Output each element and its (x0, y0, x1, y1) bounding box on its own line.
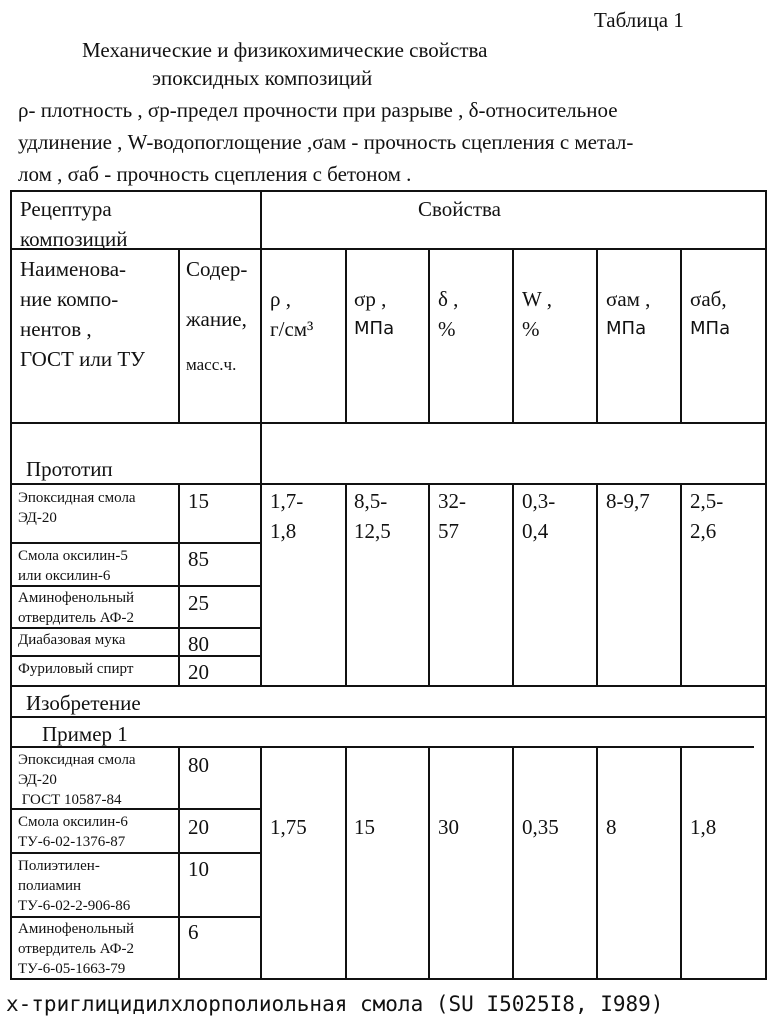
example-amount: 10 (188, 857, 209, 881)
grid-line (10, 852, 260, 854)
prop-symbol: σр , (354, 287, 387, 311)
prop-unit: % (522, 317, 540, 341)
header-content-line: Содер- (186, 257, 248, 281)
name-line: ЭД-20 (18, 510, 57, 526)
value-line: 2,6 (690, 519, 717, 543)
prototype-component-name (18, 546, 128, 586)
grid-line (512, 248, 514, 422)
example-elongation-value: 30 (438, 815, 459, 839)
legend-line-2: удлинение , W-водопоглощение ,σам - прочность сцепления с метал- (18, 130, 634, 154)
prop-unit: МПа (606, 318, 647, 339)
grid-line (260, 190, 262, 685)
prototype-amount: 80 (188, 632, 209, 656)
header-content-line: масс.ч. (186, 355, 237, 374)
prop-unit: % (438, 317, 456, 341)
value-line: 0,4 (522, 519, 549, 543)
value-line: 8-9,7 (606, 489, 650, 513)
grid-line (596, 483, 598, 685)
grid-line (10, 422, 766, 424)
name-line: отвердитель АФ-2 (18, 610, 134, 626)
grid-line (428, 483, 430, 685)
value-line: 12,5 (354, 519, 391, 543)
prop-unit: МПа (354, 318, 395, 339)
prototype-tensile-value (354, 486, 391, 546)
grid-line (345, 746, 347, 980)
grid-line (428, 746, 430, 980)
grid-line (512, 746, 514, 980)
prototype-water-value (522, 486, 555, 546)
prop-symbol: σам , (606, 287, 651, 311)
value-line: 1,8 (270, 519, 297, 543)
header-concrete-adhesion (690, 284, 730, 344)
value-line: 57 (438, 519, 459, 543)
example-tensile-value: 15 (354, 815, 375, 839)
name-line: ТУ-6-05-1663-79 (18, 961, 126, 977)
name-line: ТУ-6-02-1376-87 (18, 834, 126, 850)
grid-line (596, 746, 598, 980)
legend-line-3: лом , σаб - прочность сцепления с бетоном . (18, 162, 412, 186)
grid-line (10, 483, 766, 485)
header-recipe-line: композиций (20, 227, 128, 251)
grid-line (428, 248, 430, 422)
grid-line (765, 190, 767, 980)
grid-line (10, 685, 766, 687)
example-metal-adhesion-value: 8 (606, 815, 617, 839)
name-line: Эпоксидная смола (18, 490, 136, 506)
header-name-line: ние компо- (20, 287, 119, 311)
section-example: Пример 1 (42, 722, 128, 746)
grid-line (10, 542, 260, 544)
table-title-line-1: Механические и физикохимические свойства (82, 38, 488, 62)
grid-line (10, 655, 260, 657)
grid-line (680, 248, 682, 422)
name-line: Аминофенольный (18, 921, 135, 937)
table-caption: Таблица 1 (594, 8, 684, 32)
prototype-density-value (270, 486, 303, 546)
prototype-component-name (18, 488, 136, 528)
header-elongation (438, 284, 458, 344)
header-metal-adhesion (606, 284, 650, 344)
header-recipe (20, 194, 128, 254)
header-component-name (20, 254, 145, 374)
header-name-line: нентов , (20, 317, 92, 341)
name-line: ЭД-20 (18, 772, 57, 788)
prototype-concrete-adhesion-value (690, 486, 723, 546)
example-amount: 20 (188, 815, 209, 839)
prop-symbol: δ , (438, 287, 459, 311)
prototype-elongation-value (438, 486, 466, 546)
grid-line (10, 916, 260, 918)
grid-line (178, 746, 180, 980)
prototype-amount: 20 (188, 660, 209, 684)
name-line: полиамин (18, 878, 82, 894)
name-line: отвердитель АФ-2 (18, 941, 134, 957)
header-content (186, 254, 247, 380)
grid-line (680, 746, 682, 980)
prop-unit: МПа (690, 318, 731, 339)
prototype-amount: 25 (188, 591, 209, 615)
name-line: Смола оксилин-6 (18, 814, 128, 830)
name-line: Аминофенольный (18, 590, 135, 606)
name-line: или оксилин-6 (18, 568, 111, 584)
name-line: ГОСТ 10587-84 (18, 792, 122, 808)
value-line: 0,3- (522, 489, 556, 513)
section-prototype: Прототип (26, 457, 113, 481)
grid-line (345, 248, 347, 422)
grid-line (178, 483, 180, 685)
example-component-name (18, 812, 128, 852)
name-line: Эпоксидная смола (18, 752, 136, 768)
prototype-component-name (18, 659, 133, 679)
example-density-value: 1,75 (270, 815, 307, 839)
header-name-line: Наименова- (20, 257, 127, 281)
header-water-absorption (522, 284, 552, 344)
header-tensile-strength (354, 284, 394, 344)
header-properties: Свойства (418, 197, 501, 221)
value-line: 1,7- (270, 489, 304, 513)
prototype-component-name (18, 630, 125, 650)
name-line: Фуриловый спирт (18, 661, 134, 677)
name-line: Полиэтилен- (18, 858, 100, 874)
example-component-name (18, 750, 136, 810)
header-recipe-line: Рецептура (20, 197, 112, 221)
value-line: 2,5- (690, 489, 724, 513)
example-component-name (18, 856, 130, 916)
footer-note: х-триглицидилхлорполиольная смола (SU I5025I8, I989) (6, 992, 664, 1016)
prop-symbol: ρ , (270, 287, 291, 311)
section-invention: Изобретение (26, 691, 141, 715)
name-line: ТУ-6-02-2-906-86 (18, 898, 131, 914)
example-amount: 80 (188, 753, 209, 777)
grid-line (680, 483, 682, 685)
value-line: 32- (438, 489, 466, 513)
grid-line (596, 248, 598, 422)
prop-symbol: σаб, (690, 287, 727, 311)
header-content-line: жание, (186, 307, 247, 331)
prototype-component-name (18, 588, 134, 628)
prototype-amount: 15 (188, 489, 209, 513)
value-line: 8,5- (354, 489, 388, 513)
prop-symbol: W , (522, 287, 552, 311)
example-water-value: 0,35 (522, 815, 559, 839)
header-density (270, 284, 313, 344)
grid-line (10, 190, 766, 192)
name-line: Диабазовая мука (18, 632, 126, 648)
example-amount: 6 (188, 920, 199, 944)
grid-line (178, 248, 180, 422)
prop-unit: г/см³ (270, 317, 314, 341)
grid-line (260, 746, 262, 980)
grid-line (512, 483, 514, 685)
name-line: Смола оксилин-5 (18, 548, 128, 564)
example-concrete-adhesion-value: 1,8 (690, 815, 717, 839)
header-name-line: ГОСТ или ТУ (20, 347, 146, 371)
prototype-amount: 85 (188, 547, 209, 571)
table-title-line-2: эпоксидных композиций (152, 66, 373, 90)
example-component-name (18, 919, 134, 979)
grid-line (10, 190, 12, 980)
prototype-metal-adhesion-value (606, 486, 650, 516)
grid-line (345, 483, 347, 685)
legend-line-1: ρ- плотность , σр-предел прочности при разрыве , δ-относительное (18, 98, 618, 122)
